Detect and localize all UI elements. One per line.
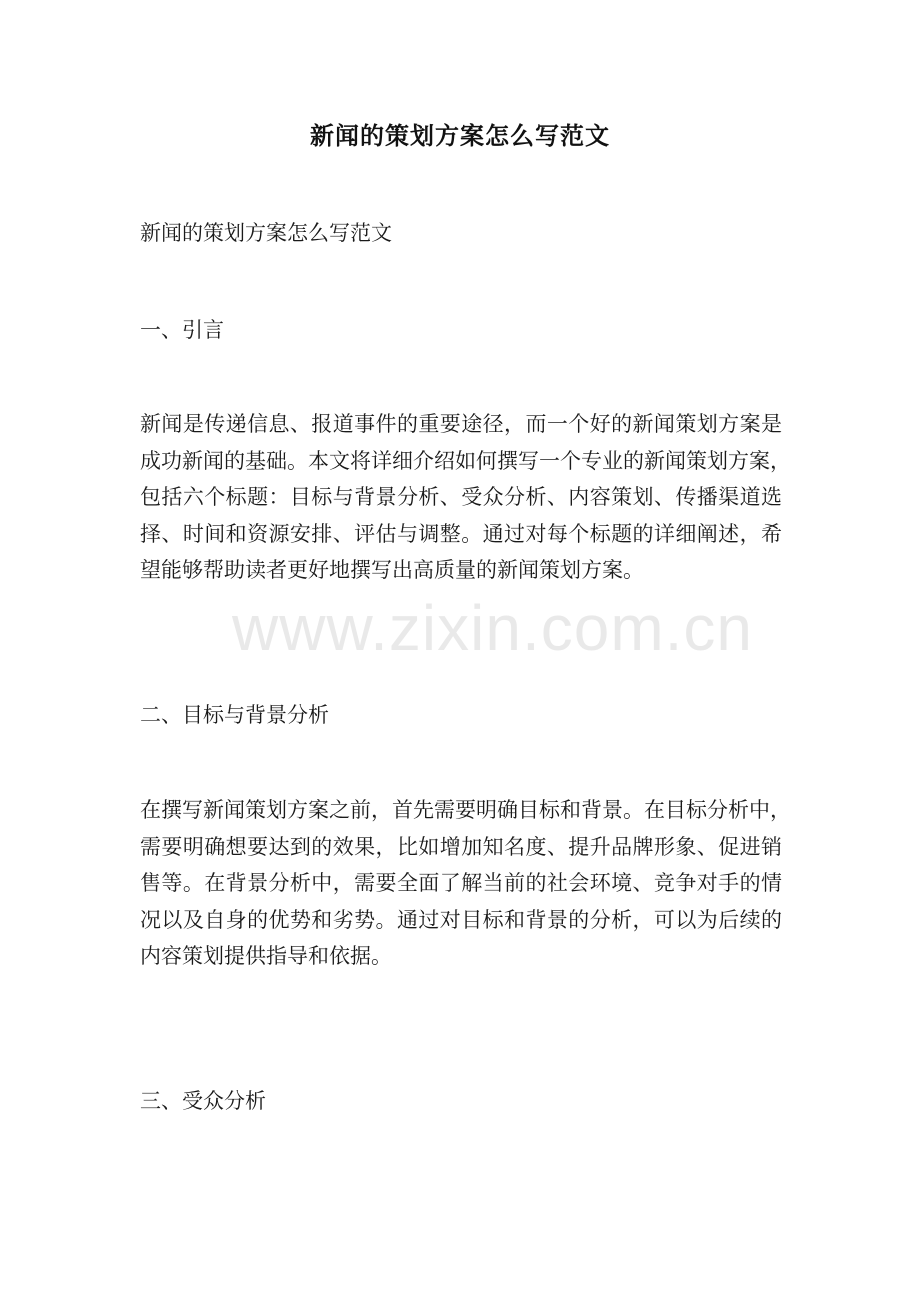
paragraph-introduction <box>140 406 791 589</box>
paragraph-line: 择、时间和资源安排、评估与调整。通过对每个标题的详细阐述，希 <box>140 521 782 546</box>
paragraph-line: 成功新闻的基础。本文将详细介绍如何撰写一个专业的新闻策划方案， <box>140 448 791 473</box>
section-heading-audience: 三、受众分析 <box>140 1089 266 1113</box>
paragraph-line: 新闻是传递信息、报道事件的重要途径，而一个好的新闻策划方案是 <box>140 412 782 436</box>
paragraph-goals-background <box>140 792 791 975</box>
paragraph-line: 在撰写新闻策划方案之前，首先需要明确目标和背景。在目标分析中， <box>140 798 791 822</box>
document-title: 新闻的策划方案怎么写范文 <box>310 121 610 150</box>
section-heading-goals-background: 二、目标与背景分析 <box>140 703 329 727</box>
paragraph-line: 需要明确想要达到的效果，比如增加知名度、提升品牌形象、促进销 <box>140 834 782 859</box>
watermark: www.zixin.com.cn <box>232 592 753 664</box>
paragraph-line: 望能够帮助读者更好地撰写出高质量的新闻策划方案。 <box>140 558 644 583</box>
section-heading-introduction: 一、引言 <box>140 318 224 342</box>
document-subtitle: 新闻的策划方案怎么写范文 <box>140 221 392 245</box>
paragraph-line: 售等。在背景分析中，需要全面了解当前的社会环境、竞争对手的情 <box>140 871 782 896</box>
paragraph-line: 包括六个标题：目标与背景分析、受众分析、内容策划、传播渠道选 <box>140 485 782 510</box>
paragraph-line: 况以及自身的优势和劣势。通过对目标和背景的分析，可以为后续的 <box>140 907 782 932</box>
paragraph-line: 内容策划提供指导和依据。 <box>140 944 392 969</box>
